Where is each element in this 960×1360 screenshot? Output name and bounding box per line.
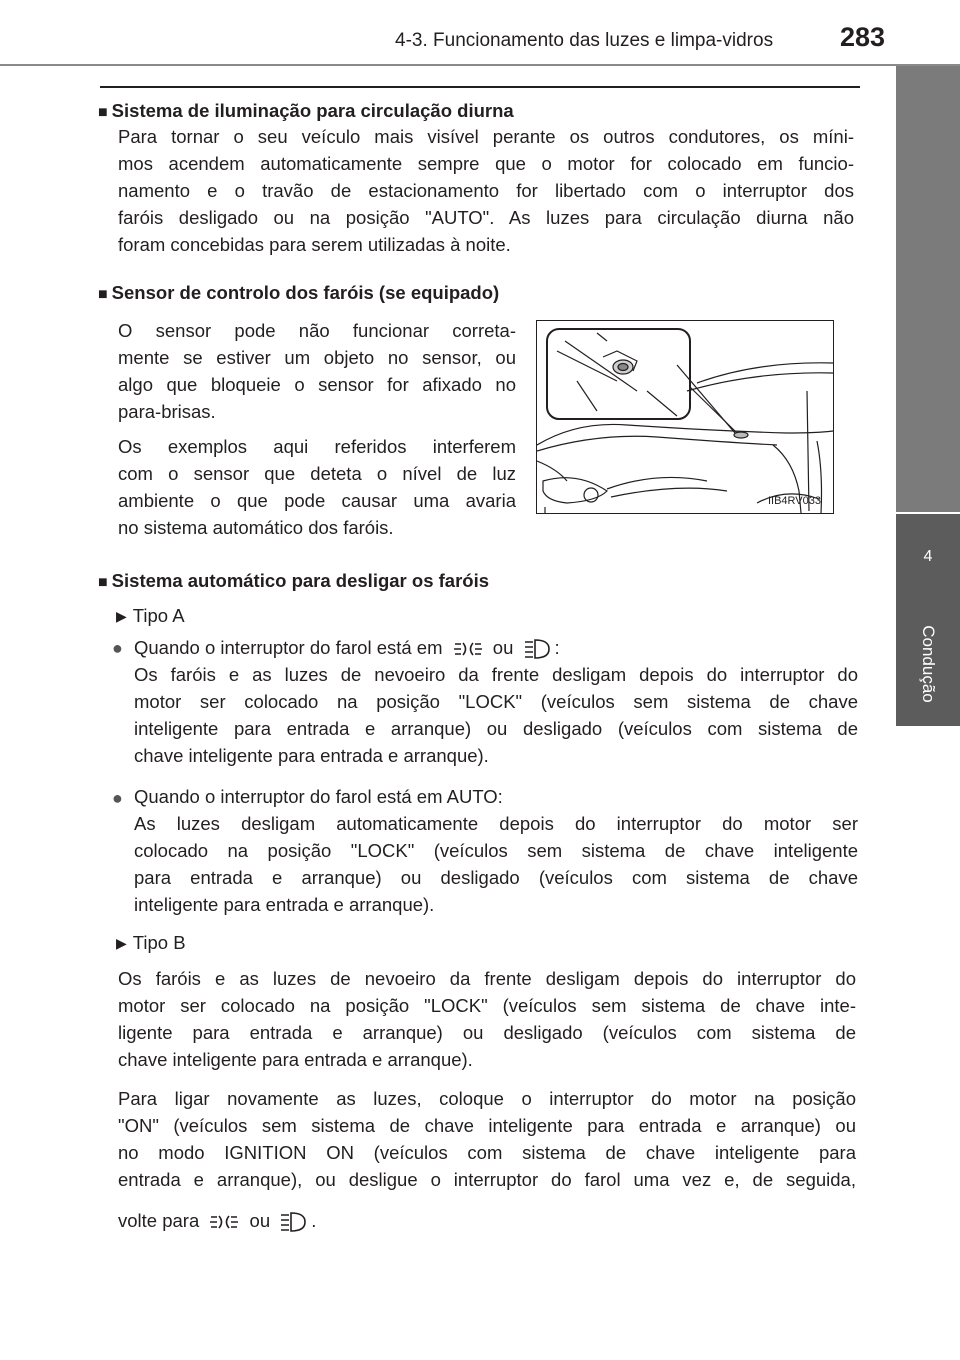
bullet1-intro <box>134 634 858 661</box>
text-line: colocado na posição "LOCK" (veículos sem sistema de chave inteligente <box>134 840 858 861</box>
figure-code: IIB4RV033 <box>767 495 821 507</box>
section-title: 4-3. Funcionamento das luzes e limpa-vidros <box>395 30 774 51</box>
tipo-a-label <box>116 605 185 627</box>
text-line: foram concebidas para serem utilizadas à noite. <box>118 234 511 255</box>
text-line: motor ser colocado na posição "LOCK" (veículos sem sistema de chave <box>134 691 858 712</box>
text-line: motor ser colocado na posição "LOCK" (veículos sem sistema de chave inte- <box>118 995 856 1016</box>
bullet2-intro <box>134 783 858 810</box>
page-number: 283 <box>840 22 886 52</box>
dot-bullet-icon: ● <box>112 638 123 658</box>
text-line: "ON" (veículos sem sistema de chave inteligente para entrada e arranque) ou <box>118 1115 856 1136</box>
text-line: ambiente o que pode causar uma avaria <box>118 490 516 511</box>
square-bullet-icon: ■ <box>98 104 108 121</box>
text-line: algo que bloqueie o sensor for afixado no <box>118 374 516 395</box>
text-line: para entrada e arranque) ou desligado (veículos com sistema de chave <box>134 867 858 888</box>
final-last-text: volte para <box>118 1210 200 1231</box>
header-divider <box>0 64 960 66</box>
final-paragraph <box>118 1085 856 1193</box>
final-last-or: ou <box>249 1210 271 1231</box>
tipo-b-label <box>116 932 186 954</box>
text-line: entrada e arranque), ou desligue o interruptor do farol uma vez e, de seguida, <box>118 1169 856 1190</box>
bullet1-intro-colon: : <box>554 637 560 658</box>
bullet1-intro-text: Quando o interruptor do farol está em <box>134 637 443 658</box>
tail-light-icon <box>208 1213 240 1231</box>
text-line: mos acendem automaticamente sempre que o motor for colocado em funcio- <box>118 153 854 174</box>
final-last-line <box>118 1207 856 1234</box>
content-divider <box>100 86 860 88</box>
text-line: com o sensor que deteta o nível de luz <box>118 463 516 484</box>
chapter-number: 4 <box>923 548 933 565</box>
drl-paragraph <box>118 123 854 258</box>
sensor-illustration <box>536 320 834 514</box>
sensor-paragraph-2 <box>118 433 516 541</box>
tail-light-icon <box>452 640 484 658</box>
bullet1-intro-or: ou <box>492 637 514 658</box>
text-line: chave inteligente para entrada e arranque). <box>134 745 489 766</box>
text-line: faróis desligado ou na posição "AUTO". As luzes para circulação diurna não <box>118 207 854 228</box>
windshield-sensor-drawing <box>537 321 833 513</box>
tipo-a-text: Tipo A <box>132 605 185 626</box>
tipo-b-paragraph <box>118 965 856 1073</box>
text-line: no modo IGNITION ON (veículos com sistema de chave inteligente para <box>118 1142 856 1163</box>
heading-sensor-text: Sensor de controlo dos faróis (se equipado) <box>111 282 500 303</box>
text-line: inteligente para entrada e arranque) ou desligado (veículos com sistema de <box>134 718 858 739</box>
heading-auto-off <box>98 570 489 592</box>
heading-drl-text: Sistema de iluminação para circulação diurna <box>111 100 514 121</box>
text-line: inteligente para entrada e arranque). <box>134 894 435 915</box>
text-line: namento e o travão de estacionamento for libertado com o interruptor dos <box>118 180 854 201</box>
text-line: no sistema automático dos faróis. <box>118 517 394 538</box>
text-line: O sensor pode não funcionar correta- <box>118 320 516 341</box>
final-last-period: . <box>311 1210 317 1231</box>
sensor-paragraph-1 <box>118 317 516 425</box>
text-line: Os faróis e as luzes de nevoeiro da frente desligam depois do interruptor do <box>118 968 856 989</box>
headlight-icon <box>279 1211 307 1233</box>
bullet1-body <box>134 661 858 769</box>
dot-bullet-icon: ● <box>112 788 123 808</box>
side-tab-upper <box>896 66 960 512</box>
chapter-tab[interactable] <box>896 514 960 726</box>
text-line: Para ligar novamente as luzes, coloque o interruptor do motor na posição <box>118 1088 856 1109</box>
chapter-name: Condução <box>919 625 938 703</box>
heading-auto-off-text: Sistema automático para desligar os faróis <box>111 570 489 591</box>
heading-drl <box>98 100 514 122</box>
text-line: Para tornar o seu veículo mais visível perante os outros condutores, os míni- <box>118 126 854 147</box>
text-line: mente se estiver um objeto no sensor, ou <box>118 347 516 368</box>
bullet2-intro-text: Quando o interruptor do farol está em AUTO: <box>134 786 503 807</box>
square-bullet-icon: ■ <box>98 574 108 591</box>
text-line: chave inteligente para entrada e arranque). <box>118 1049 473 1070</box>
right-triangle-icon: ▶ <box>116 608 127 624</box>
right-triangle-icon: ▶ <box>116 935 127 951</box>
tipo-b-text: Tipo B <box>132 932 186 953</box>
headlight-icon <box>523 638 551 660</box>
square-bullet-icon: ■ <box>98 286 108 303</box>
text-line: Os faróis e as luzes de nevoeiro da frente desligam depois do interruptor do <box>134 664 858 685</box>
text-line: Os exemplos aqui referidos interferem <box>118 436 516 457</box>
bullet2-body <box>134 810 858 918</box>
text-line: As luzes desligam automaticamente depois do interruptor do motor ser <box>134 813 858 834</box>
text-line: ligente para entrada e arranque) ou desligado (veículos com sistema de <box>118 1022 856 1043</box>
text-line: para-brisas. <box>118 401 216 422</box>
page-header <box>0 0 960 64</box>
heading-sensor <box>98 282 499 304</box>
